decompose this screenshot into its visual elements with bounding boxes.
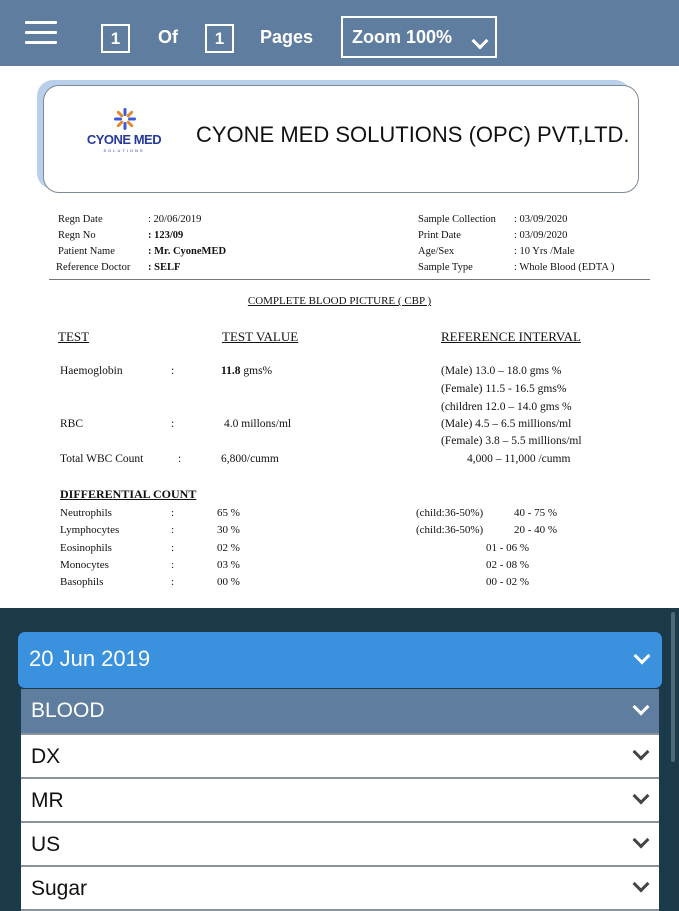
sample-type-value: : Whole Blood (EDTA ): [514, 262, 615, 273]
date-accordion-header[interactable]: [18, 632, 662, 688]
test-value: 4.0 millons/ml: [224, 418, 292, 430]
colon: :: [171, 559, 175, 571]
category-item-dx[interactable]: [21, 735, 659, 779]
regn-date-label: Regn Date: [58, 214, 103, 225]
regn-date-value: : 20/06/2019: [148, 214, 202, 225]
chevron-down-icon: [633, 788, 650, 805]
differential-count-heading: DIFFERENTIAL COUNT: [60, 487, 197, 501]
print-date-label: Print Date: [418, 230, 461, 241]
company-name: CYONE MED SOLUTIONS (OPC) PVT,LTD.: [196, 122, 630, 147]
date-label: 20 Jun 2019: [29, 646, 151, 671]
chevron-down-icon: [472, 33, 489, 50]
zoom-dropdown[interactable]: [341, 16, 497, 58]
hamburger-menu-icon[interactable]: [25, 21, 57, 45]
differential-name: Eosinophils: [60, 542, 112, 554]
divider: [49, 279, 650, 280]
differential-value: 30 %: [217, 524, 240, 536]
column-test: TEST: [58, 329, 90, 344]
test-value: 11.8 gms%: [221, 365, 273, 377]
age-sex-label: Age/Sex: [418, 246, 455, 257]
logo-flower-icon: [79, 106, 169, 134]
differential-reference: 02 - 08 %: [486, 559, 530, 571]
age-sex-value: : 10 Yrs /Male: [514, 246, 575, 257]
test-value: 6,800/cumm: [221, 453, 279, 465]
test-name: Haemoglobin: [60, 365, 123, 377]
category-label: BLOOD: [31, 699, 105, 722]
colon: :: [171, 507, 175, 519]
reference-line: 4,000 – 11,000 /cumm: [467, 453, 571, 465]
current-page-box[interactable]: 1: [101, 24, 130, 53]
logo-text: CYONE MED: [86, 132, 162, 147]
differential-name: Basophils: [60, 576, 104, 588]
column-reference: REFERENCE INTERVAL: [441, 329, 581, 344]
chevron-down-icon: [633, 876, 650, 893]
reference-line: (Female) 11.5 - 16.5 gms%: [441, 383, 567, 395]
category-item-us[interactable]: [21, 823, 659, 867]
category-item-sugar[interactable]: [21, 867, 659, 911]
chevron-down-icon: [634, 648, 651, 665]
scrollbar[interactable]: [671, 612, 675, 762]
ref-doctor-label: Reference Doctor: [56, 262, 131, 273]
zoom-label: Zoom 100%: [352, 27, 453, 47]
differential-name: Lymphocytes: [60, 524, 120, 536]
patient-name-label: Patient Name: [58, 246, 115, 257]
pages-label: Pages: [260, 27, 314, 47]
differential-reference: 00 - 02 %: [486, 576, 530, 588]
ref-doctor-value: : SELF: [148, 262, 181, 273]
regn-no-label: Regn No: [58, 230, 96, 241]
differential-reference: 20 - 40 %: [514, 524, 558, 536]
differential-name: Neutrophils: [60, 507, 112, 519]
differential-value: 02 %: [217, 542, 240, 554]
colon: :: [171, 524, 175, 536]
category-list: [21, 689, 659, 911]
company-logo: [79, 106, 169, 166]
report-header: [43, 85, 639, 193]
colon: :: [171, 365, 175, 377]
viewer-toolbar: [0, 0, 679, 66]
colon: :: [178, 453, 182, 465]
colon: :: [171, 418, 175, 430]
reference-line: (Female) 3.8 – 5.5 millions/ml: [441, 435, 582, 447]
print-date-value: : 03/09/2020: [514, 230, 568, 241]
total-pages-box: 1: [205, 24, 234, 53]
regn-no-value: : 123/09: [148, 230, 184, 241]
reference-line: (children 12.0 – 14.0 gms %: [441, 401, 572, 413]
child-reference: (child:36-50%): [416, 507, 484, 519]
reference-line: (Male) 4.5 – 6.5 millions/ml: [441, 418, 572, 430]
sample-collection-label: Sample Collection: [418, 214, 496, 225]
reports-panel: [0, 608, 679, 900]
category-item-mr[interactable]: [21, 779, 659, 823]
differential-value: 00 %: [217, 576, 240, 588]
colon: :: [171, 576, 175, 588]
chevron-down-icon: [633, 832, 650, 849]
category-label: Sugar: [31, 877, 88, 900]
category-label: DX: [31, 745, 61, 768]
patient-name-value: : Mr. CyoneMED: [148, 246, 227, 257]
differential-value: 65 %: [217, 507, 240, 519]
column-test-value: TEST VALUE: [222, 329, 299, 344]
category-label: MR: [31, 789, 64, 812]
category-item-blood[interactable]: [21, 689, 659, 735]
child-reference: (child:36-50%): [416, 524, 484, 536]
reference-line: (Male) 13.0 – 18.0 gms %: [441, 365, 562, 377]
differential-value: 03 %: [217, 559, 240, 571]
category-label: US: [31, 833, 61, 856]
test-name: RBC: [60, 418, 84, 430]
differential-name: Monocytes: [60, 559, 109, 571]
sample-type-label: Sample Type: [418, 262, 473, 273]
colon: :: [171, 542, 175, 554]
test-name: Total WBC Count: [60, 453, 144, 465]
report-title: COMPLETE BLOOD PICTURE ( CBP ): [247, 295, 432, 307]
differential-reference: 40 - 75 %: [514, 507, 558, 519]
chevron-down-icon: [633, 699, 650, 716]
report-document: [0, 66, 679, 608]
logo-subtext: SOLUTIONS: [103, 148, 145, 153]
of-label: Of: [158, 27, 178, 47]
chevron-down-icon: [633, 744, 650, 761]
sample-collection-value: : 03/09/2020: [514, 214, 568, 225]
differential-reference: 01 - 06 %: [486, 542, 530, 554]
